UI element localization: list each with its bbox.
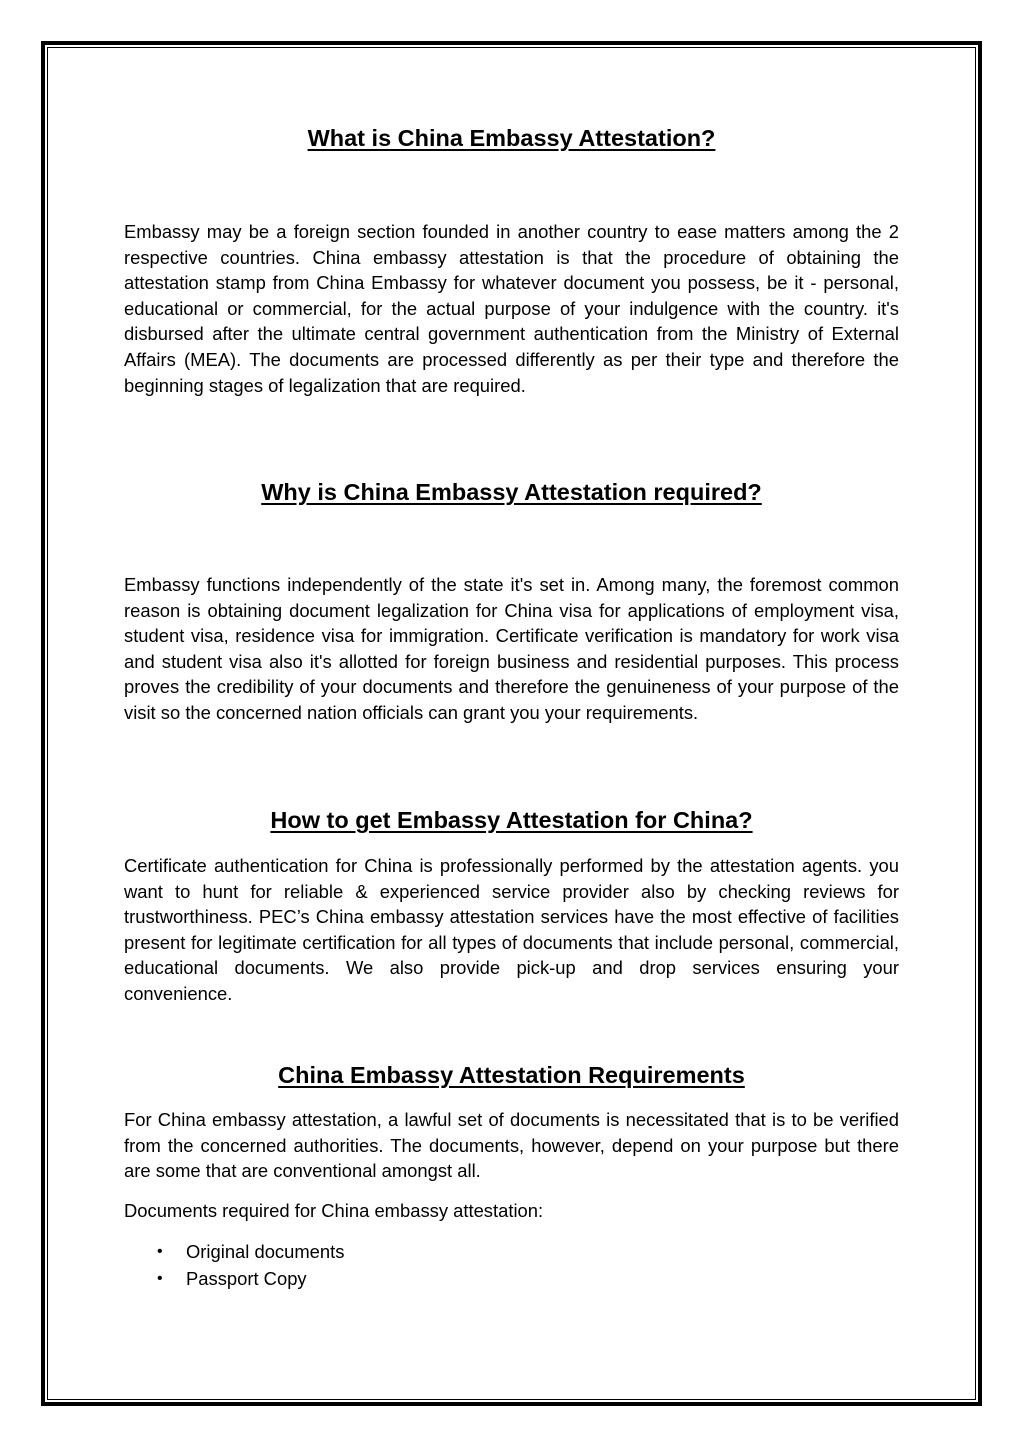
section-paragraph-how: Certificate authentication for China is professionally performed by the attestation agents. you want to hunt for reliable & experienced service provider also by checking reviews for trustworthiness. PEC’s China embassy attestation services have the most effective of facilities present for legitimate certification for all types of documents that include personal, commercial, educational documents. We also provide pick-up and drop services ensuring your convenience. bbox=[124, 855, 899, 1004]
section-heading-what: What is China Embassy Attestation? bbox=[307, 125, 716, 151]
list-item-label: Original documents bbox=[186, 1241, 345, 1262]
bullet-icon: • bbox=[157, 1243, 163, 1260]
list-item-label: Passport Copy bbox=[186, 1268, 307, 1289]
documents-required-list bbox=[124, 1238, 899, 1292]
section-paragraph-why: Embassy functions independently of the state it's set in. Among many, the foremost common reason is obtaining document legalization for China visa for applications of employment visa, student visa, residence visa for immigration. Certificate verification is mandatory for work visa and student visa also it's allotted for foreign business and residential purposes. This process proves the credibility of your documents and therefore the genuineness of your purpose of the visit so the concerned nation officials can grant you your requirements. bbox=[124, 574, 899, 723]
section-heading-how: How to get Embassy Attestation for China? bbox=[270, 807, 753, 833]
bullet-icon: • bbox=[157, 1270, 163, 1287]
section-paragraph-what: Embassy may be a foreign section founded in another country to ease matters among the 2 respective countries. China embassy attestation is that the procedure of obtaining the attestation stamp from China Embassy for whatever document you possess, be it - personal, educational or commercial, for the actual purpose of your indulgence with the country. it's disbursed after the ultimate central government authentication from the Ministry of External Affairs (MEA). The documents are processed differently as per their type and therefore the beginning stages of legalization that are required. bbox=[124, 221, 899, 396]
list-item bbox=[124, 1265, 899, 1292]
documents-required-intro: Documents required for China embassy attestation: bbox=[124, 1200, 544, 1221]
list-item bbox=[124, 1238, 899, 1265]
section-heading-requirements: China Embassy Attestation Requirements bbox=[278, 1062, 745, 1088]
section-paragraph-requirements: For China embassy attestation, a lawful set of documents is necessitated that is to be verified from the concerned authorities. The documents, however, depend on your purpose but there are some that are conventional amongst all. bbox=[124, 1109, 899, 1182]
section-heading-why: Why is China Embassy Attestation required? bbox=[261, 479, 762, 505]
